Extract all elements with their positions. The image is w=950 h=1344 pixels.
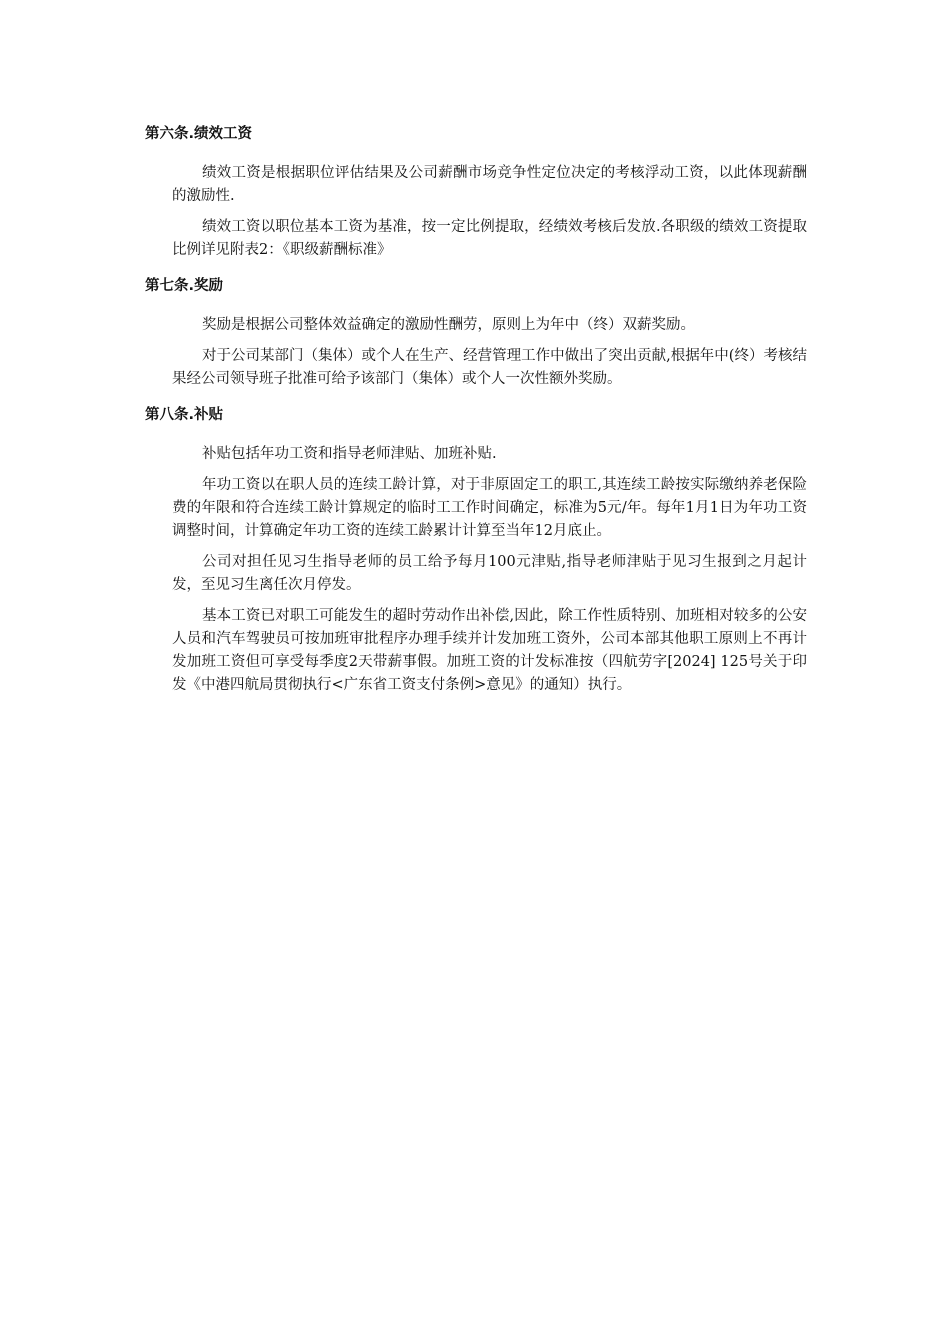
article-paragraph: 补贴包括年功工资和指导老师津贴、加班补贴. (202, 446, 497, 462)
article-paragraph: 对于公司某部门（集体）或个人在生产、经营管理工作中做出了突出贡献,根据年中(终）考核结果经公司领导班子批准可给予该部门（集体）或个人一次性额外奖励。 (172, 348, 807, 387)
article-paragraph: 绩效工资以职位基本工资为基准，按一定比例提取，经绩效考核后发放.各职级的绩效工资提取比例详见附表2：《职级薪酬标准》 (172, 219, 807, 258)
article-paragraph: 基本工资已对职工可能发生的超时劳动作出补偿,因此，除工作性质特别、加班相对较多的公安人员和汽车驾驶员可按加班审批程序办理手续并计发加班工资外，公司本部其他职工原则上不再计发加班工资但可享受每季度2天带薪事假。加班工资的计发标准按（四航劳字[2024] 125号关于印发《中港四航局贯彻执行<广东省工资支付条例>意见》的通知）执行。 (172, 608, 807, 693)
article-8-allowances (145, 403, 807, 697)
article-6-performance-pay (145, 122, 807, 262)
article-paragraph: 奖励是根据公司整体效益确定的激励性酬劳，原则上为年中（终）双薪奖励。 (202, 317, 695, 333)
article-paragraph: 公司对担任见习生指导老师的员工给予每月100元津贴,指导老师津贴于见习生报到之月起计发，至见习生离任次月停发。 (172, 554, 807, 593)
article-heading: 第八条.补贴 (145, 407, 224, 423)
article-paragraph: 年功工资以在职人员的连续工龄计算，对于非原固定工的职工,其连续工龄按实际缴纳养老保险费的年限和符合连续工龄计算规定的临时工工作时间确定，标准为5元/年。每年1月1日为年功工资调整时间，计算确定年功工资的连续工龄累计计算至当年12月底止。 (172, 477, 807, 539)
document-body (145, 122, 807, 705)
article-heading: 第六条.绩效工资 (145, 126, 253, 142)
article-heading: 第七条.奖励 (145, 278, 224, 294)
article-7-rewards (145, 274, 807, 391)
article-paragraph: 绩效工资是根据职位评估结果及公司薪酬市场竞争性定位决定的考核浮动工资，以此体现薪酬的激励性. (172, 165, 807, 204)
